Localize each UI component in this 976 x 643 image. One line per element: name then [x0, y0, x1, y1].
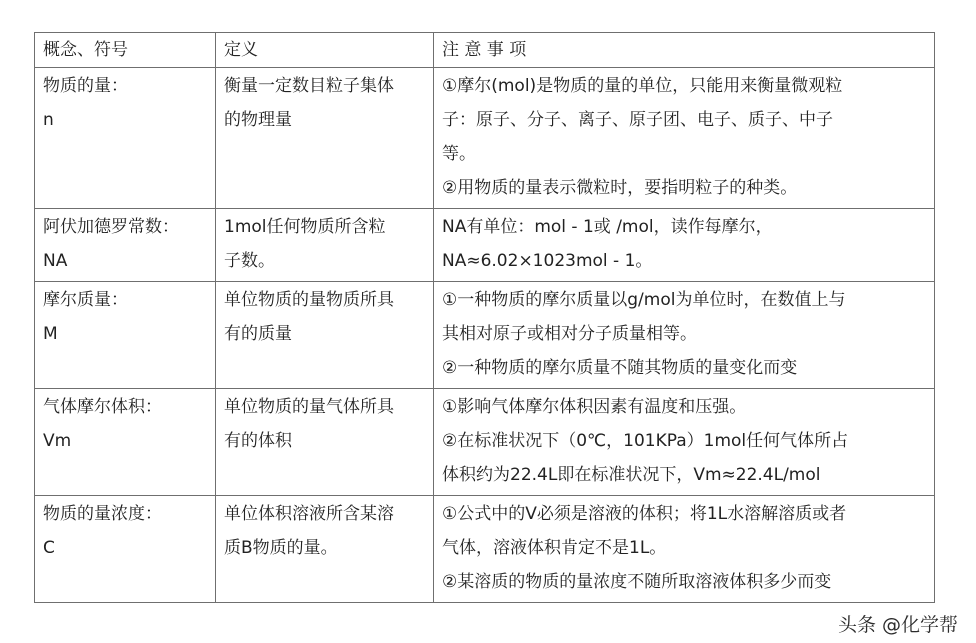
- definition-line: 单位物质的量物质所具: [224, 290, 394, 310]
- notes-line: NA≈6.02×1023mol - 1。: [442, 251, 653, 271]
- notes-line: ①公式中的V必须是溶液的体积；将1L水溶解溶质或者: [442, 504, 847, 524]
- definition-line: 子数。: [224, 251, 275, 271]
- notes-line: 等。: [442, 144, 476, 164]
- definition-line: 有的质量: [224, 324, 292, 344]
- definition-cell: [216, 68, 434, 209]
- table-row: [35, 496, 935, 603]
- concept-cell: [35, 209, 216, 282]
- watermark: 头条 @化学帮: [837, 614, 958, 636]
- concept-line: 摩尔质量：: [43, 290, 128, 310]
- notes-line: 其相对原子或相对分子质量相等。: [442, 324, 697, 344]
- notes-line: ②一种物质的摩尔质量不随其物质的量变化而变: [442, 358, 798, 378]
- notes-line: 体积约为22.4L即在标准状况下，Vm≈22.4L/mol: [442, 465, 821, 485]
- notes-line: 气体，溶液体积肯定不是1L。: [442, 538, 667, 558]
- notes-line: NA有单位：mol - 1或 /mol，读作每摩尔，: [442, 217, 773, 237]
- table-body: [35, 33, 935, 603]
- notes-cell: [434, 209, 935, 282]
- concept-cell: [35, 389, 216, 496]
- definition-line: 有的体积: [224, 431, 292, 451]
- notes-cell: [434, 282, 935, 389]
- concept-table: [34, 32, 935, 603]
- table-row: [35, 389, 935, 496]
- header-concept: 概念、符号: [35, 33, 216, 68]
- concept-line: 阿伏加德罗常数：: [43, 217, 179, 237]
- notes-cell: [434, 496, 935, 603]
- concept-line: C: [43, 538, 55, 558]
- notes-line: ①一种物质的摩尔质量以g/mol为单位时，在数值上与: [442, 290, 846, 310]
- concept-line: n: [43, 110, 54, 130]
- table-row: [35, 68, 935, 209]
- definition-cell: [216, 389, 434, 496]
- notes-line: ①影响气体摩尔体积因素有温度和压强。: [442, 397, 747, 417]
- notes-line: ①摩尔(mol)是物质的量的单位，只能用来衡量微观粒: [442, 76, 843, 96]
- concept-cell: [35, 68, 216, 209]
- concept-line: NA: [43, 251, 68, 271]
- table-row: [35, 282, 935, 389]
- notes-cell: [434, 389, 935, 496]
- definition-cell: [216, 209, 434, 282]
- definition-line: 衡量一定数目粒子集体: [224, 76, 394, 96]
- notes-line: ②在标准状况下（0℃，101KPa）1mol任何气体所占: [442, 431, 849, 451]
- definition-line: 单位体积溶液所含某溶: [224, 504, 394, 524]
- concept-cell: [35, 282, 216, 389]
- notes-cell: [434, 68, 935, 209]
- concept-line: 物质的量：: [43, 76, 128, 96]
- definition-line: 质B物质的量。: [224, 538, 338, 558]
- notes-line: ②用物质的量表示微粒时，要指明粒子的种类。: [442, 178, 798, 198]
- definition-line: 的物理量: [224, 110, 292, 130]
- table-row: [35, 209, 935, 282]
- header-definition: 定义: [216, 33, 434, 68]
- header-notes: 注 意 事 项: [434, 33, 935, 68]
- definition-line: 单位物质的量气体所具: [224, 397, 394, 417]
- concept-line: 气体摩尔体积：: [43, 397, 162, 417]
- definition-cell: [216, 282, 434, 389]
- header-row: [35, 33, 935, 68]
- definition-line: 1mol任何物质所含粒: [224, 217, 386, 237]
- concept-line: M: [43, 324, 58, 344]
- concept-cell: [35, 496, 216, 603]
- concept-line: Vm: [43, 431, 72, 451]
- concept-line: 物质的量浓度：: [43, 504, 162, 524]
- definition-cell: [216, 496, 434, 603]
- notes-line: 子：原子、分子、离子、原子团、电子、质子、中子: [442, 110, 833, 130]
- notes-line: ②某溶质的物质的量浓度不随所取溶液体积多少而变: [442, 572, 832, 592]
